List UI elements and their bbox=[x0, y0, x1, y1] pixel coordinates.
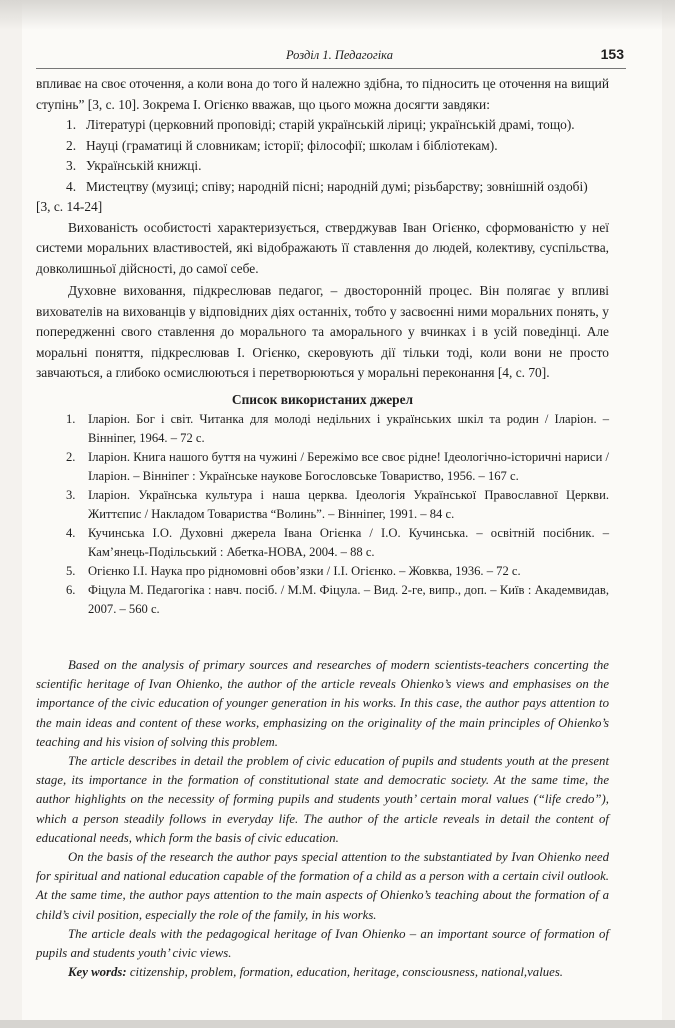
source-item: 2. Іларіон. Книга нашого буття на чужині / Бережімо все своє рідне! Ідеологічно-історичні нариси / Іларіон. – Вінніпег : Українське наукове Богословське Товариство, 1956. – 167 с. bbox=[66, 450, 609, 483]
source-item: 6. Фіцула М. Педагогіка : навч. посіб. / М.М. Фіцула. – Вид. 2-ге, випр., доп. – Київ : Академвидав, 2007. – 560 с. bbox=[66, 583, 609, 616]
source-item: 5. Огієнко І.І. Наука про рідномовні обов’язки / І.І. Огієнко. – Жовква, 1936. – 72 с. bbox=[66, 564, 521, 578]
intro-paragraph: впливає на своє оточення, а коли вона до того й належно здібна, то підносить це оточення на вищий ступінь” [3, с. 10]. Зокрема І. Огієнко вважав, що цього можна досягти завдяки: bbox=[36, 76, 609, 112]
abstract-paragraph: On the basis of the research the author pays special attention to the substantiated by Ivan Ohienko need for spiritual and national education capable of the formation of a child as a person with a certain civil outlook. At the same time, the author pays attention to the main aspects of Ohienko’s teaching about the formation of a child’s civil position, especially the role of the family, in his works. bbox=[36, 850, 609, 922]
abstract-paragraph: Based on the analysis of primary sources and researches of modern scientists-teachers concerting the scientific heritage of Ivan Ohienko, the author of the article reveals Ohienko’s views and emphasises on the importance of the civic education of younger generation in his works. In this case, the author pays attention to the main ideas and content of these works, emphasizing on the originality of the main principles of Ohienko’s teaching and his vision of solving this problem. bbox=[36, 658, 609, 749]
scan-shadow bbox=[0, 0, 675, 30]
paragraph: Духовне виховання, підкреслював педагог, – двосторонній процес. Він полягає у впливі вихователів на вихованців у відповідних діях останніх, тобто у засвоєнні ними моральних понять, у попередженні свого ставлення до морального та аморального у вчинках і в усій поведінці. Але моральні поняття, підкреслював І. Огієнко, скеровують дії тільки тоді, коли вони не просто завчаються, а глибоко осмислюються і перетворюються у моральні переконання [4, с. 70]. bbox=[36, 283, 609, 380]
keywords-text: citizenship, problem, formation, education, heritage, consciousness, national,values. bbox=[126, 965, 564, 980]
scan-bottom-edge bbox=[0, 1020, 675, 1028]
keywords-label: Key words: bbox=[68, 965, 127, 980]
ohienko-list bbox=[36, 115, 609, 197]
sources-list bbox=[36, 410, 609, 619]
source-item: 1. Іларіон. Бог і світ. Читанка для молоді недільних і українських шкіл та родин / Іларіон. – Вінніпег, 1964. – 72 с. bbox=[66, 412, 609, 445]
paragraph: Вихованість особистості характеризується, стверджував Іван Огієнко, сформованістю у неї системи моральних властивостей, які відображають її ставлення до людей, колективу, суспільства, довколишньої дійсності, до самої себе. bbox=[36, 219, 609, 276]
list-item: 1. Літературі (церковний проповіді; старій українській ліриці; українській драмі, тощо). bbox=[66, 117, 575, 132]
abstract-paragraph: The article deals with the pedagogical heritage of Ivan Ohienko – an important source of formation of pupils and students youth’ civic views. bbox=[36, 926, 609, 961]
list-citation: [3, с. 14-24] bbox=[36, 199, 103, 214]
source-item: 3. Іларіон. Українська культура і наша церква. Ідеологія Української Православної Церкви. Життєпис / Накладом Товариства “Волинь”. – Вінніпег, 1991. – 84 с. bbox=[66, 488, 609, 521]
source-item: 4. Кучинська І.О. Духовні джерела Івана Огієнка / І.О. Кучинська. – освітній посібник. – Кам’янець-Подільський : Абетка-НОВА, 2004. – 88 с. bbox=[66, 526, 609, 559]
header-section-title: Розділ 1. Педагогіка bbox=[286, 48, 393, 62]
list-item: 4. Мистецтву (музиці; співу; народній пісні; народній думі; різьбарству; зовнішній оздобі) bbox=[66, 178, 588, 194]
list-item: 2. Науці (граматиці й словникам; історії; філософії; школам і бібліотекам). bbox=[66, 137, 498, 153]
page-number: 153 bbox=[600, 46, 624, 62]
english-abstract bbox=[36, 656, 609, 982]
keywords bbox=[36, 963, 609, 982]
main-text bbox=[36, 74, 609, 619]
list-item: 3. Українській книжці. bbox=[66, 158, 202, 173]
sources-title: Список використаних джерел bbox=[231, 391, 414, 407]
abstract-paragraph: The article describes in detail the problem of civic education of pupils and students youth at the present stage, its importance in the formation of constitutional state and democratic society. At the same time, the author highlights on the necessity of forming pupils and students youth’ certain moral values (“life credo”), which a person steadily follows in everyday life. The author of the article reveals in detail the content of educational needs, which form the basis of civic education. bbox=[36, 754, 609, 845]
running-header bbox=[36, 46, 626, 69]
